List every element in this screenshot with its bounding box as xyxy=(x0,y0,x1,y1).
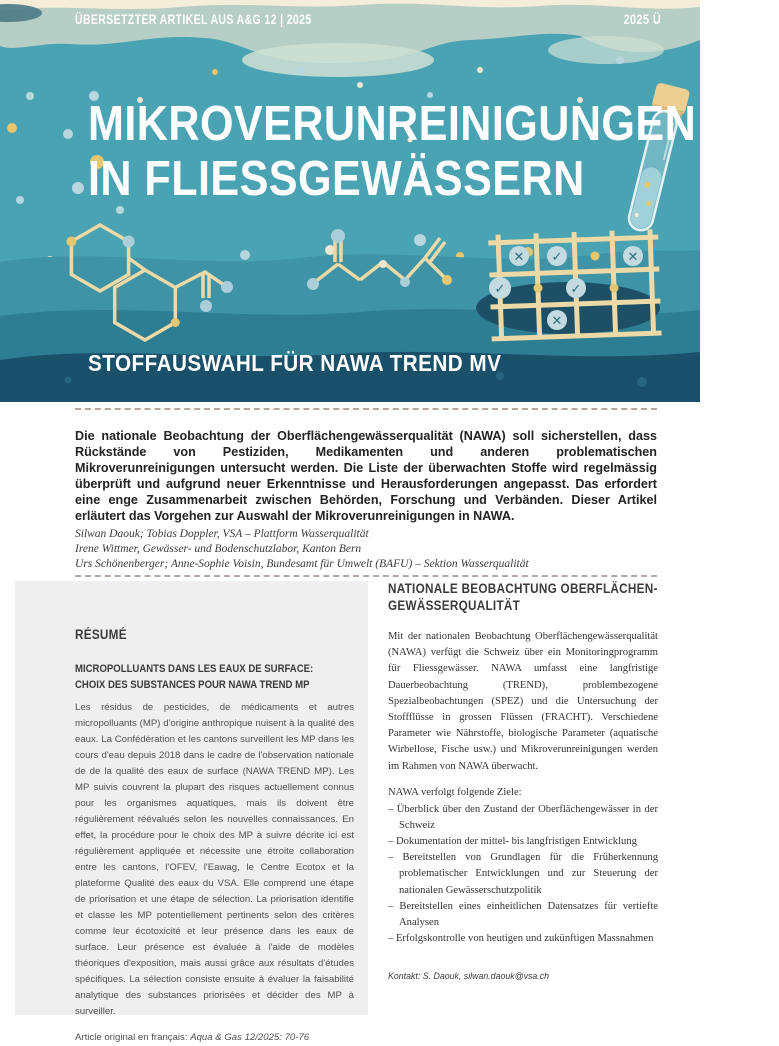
goals-intro: NAWA verfolgt folgende Ziele: xyxy=(388,787,522,799)
resume-heading: RÉSUMÉ xyxy=(75,627,127,642)
goal-item: – Erfolgskontrolle von heutigen und zukünftigen Massnahmen xyxy=(388,933,654,945)
goal-item: – Überblick über den Zustand der Oberflächengewässer in der Schweiz xyxy=(388,803,658,831)
article-column xyxy=(388,581,658,981)
goal-item: – Bereitstellen von Grundlagen für die Früherkennung problematischer Entwicklungen und zur Steuerung der nationalen Gewässerschutzpolitik xyxy=(388,852,659,896)
issue-label: 2025 Ü xyxy=(623,11,661,27)
contact-line: Kontakt: S. Daouk, silwan.daouk@vsa.ch xyxy=(388,971,550,982)
journal-reference: Aqua & Gas 12/2025: 70-76 xyxy=(190,1031,310,1043)
foam-blob xyxy=(242,43,434,77)
svg-text:✓: ✓ xyxy=(551,250,563,265)
svg-text:✕: ✕ xyxy=(627,250,639,265)
lead-paragraph: Die nationale Beobachtung der Oberflächengewässerqualität (NAWA) soll sicherstellen, dass Rückstände von Pestiziden, Medikamenten und anderen problematischen Mikroverunreinigungen untersucht werden. Die Liste der überwachten Stoffe wird regelmässig überprüft und aufgrund neuer Erkenntnisse und Herausforderungen angepasst. Das erfordert eine enge Zusammenarbeit zwischen Behörden, Forschung und Verbänden. Dieser Artikel erläutert das Vorgehen zur Auswahl der Mikroverunreinigungen in NAWA. xyxy=(75,428,657,523)
foam-blob xyxy=(548,36,664,64)
goal-item: – Bereitstellen eines einheitlichen Datensatzes für vertiefte Analysen xyxy=(388,900,658,929)
article-title xyxy=(88,97,779,207)
kicker-label: ÜBERSETZTER ARTIKEL AUS A&G 12 | 2025 xyxy=(75,11,312,27)
goal-item: – Dokumentation der mittel- bis langfristigen Entwicklung xyxy=(388,836,637,848)
header-banner xyxy=(0,0,700,402)
authors-block xyxy=(75,527,657,572)
svg-text:✓: ✓ xyxy=(570,282,582,297)
svg-text:✕: ✕ xyxy=(513,250,525,265)
author-line: Urs Schönenberger; Anne-Sophie Voisin, Bundesamt für Umwelt (BAFU) – Sektion Wasserqualität xyxy=(75,558,529,570)
author-line: Irene Wittmer, Gewässer- und Bodenschutzlabor, Kanton Bern xyxy=(75,543,362,555)
svg-text:✕: ✕ xyxy=(551,314,563,329)
svg-text:✓: ✓ xyxy=(494,282,506,297)
dashed-divider-columns xyxy=(75,575,657,577)
original-article-reference: Article original en français: Aqua & Gas 12/2025: 70-76 xyxy=(75,1031,310,1043)
bubble xyxy=(65,377,72,384)
author-line: Silwan Daouk; Tobias Doppler, VSA – Plattform Wasserqualität xyxy=(75,528,369,540)
title-line-1: MIKROVERUNREINIGUNGEN xyxy=(88,97,697,151)
article-subtitle: STOFFAUSWAHL FÜR NAWA TREND MV xyxy=(88,350,502,376)
section-heading: NATIONALE BEOBACHTUNG OBERFLÄCHEN- GEWÄSSERQUALITÄT xyxy=(388,581,658,613)
goals-list xyxy=(388,802,658,948)
dashed-divider-top xyxy=(75,408,657,410)
resume-subheading: MICROPOLLUANTS DANS LES EAUX DE SURFACE: CHOIX DES SUBSTANCES POUR NAWA TREND MP xyxy=(75,663,314,691)
bubble xyxy=(637,377,647,387)
resume-box xyxy=(15,581,368,1043)
title-line-2: IN FLIESSGEWÄSSERN xyxy=(88,152,585,206)
resume-body: Les résidus de pesticides, de médicaments et autres micropolluants (MP) d'origine anthropique nuisent à la qualité des eaux. La Confédération et les cantons surveillent les MP dans les cours d'eau depuis 2018 dans le cadre de l'observation nationale de de la qualité des eaux de surface (NAWA TREND MP). Les MP suivis couvrent la plupart des risques actuellement connus pour les organismes aquatiques, mais ils doivent être régulièrement réévalués selon les nouvelles connaissances. En effet, la procédure pour le choix des MP à suivre décrite ici est régulièrement appliquée et nécessite une étroite collaboration entre les cantons, l'OFEV, l'Eawag, le Centre Ecotox et la plateforme Qualité des eaux du VSA. Elle comprend une étape de priorisation et une étape de sélection. La priorisation identifie et classe les MP potentiellement pertinents selon des critères comme leur écotoxicité et leur présence dans les eaux de surface. Leur présence est évaluée à l'aide de modèles théoriques d'exposition, mais aussi grâce aux résultats d'études spécifiques. La sélection consiste ensuite à évaluer la faisabilité analytique des substances priorisées et décider des MP à surveiller. xyxy=(75,702,354,1017)
section-paragraph: Mit der nationalen Beobachtung Oberflächengewässerqualität (NAWA) verfügt die Schweiz über ein Monitoringprogramm für Fliessgewässer. NAWA umfasst eine langfristige Dauerbeobachtung (TREND), problembezogene Spezialbeobachtungen (SPEZ) und die Untersuchung der Stoffflüsse in grossen Flüssen (FRACHT). Verschiedene Parameter wie Nährstoffe, biologische Parameter (aquatische Wirbellose, Fische usw.) und Mikroverunreinigungen werden im Rahmen von NAWA überwacht. xyxy=(388,631,658,772)
